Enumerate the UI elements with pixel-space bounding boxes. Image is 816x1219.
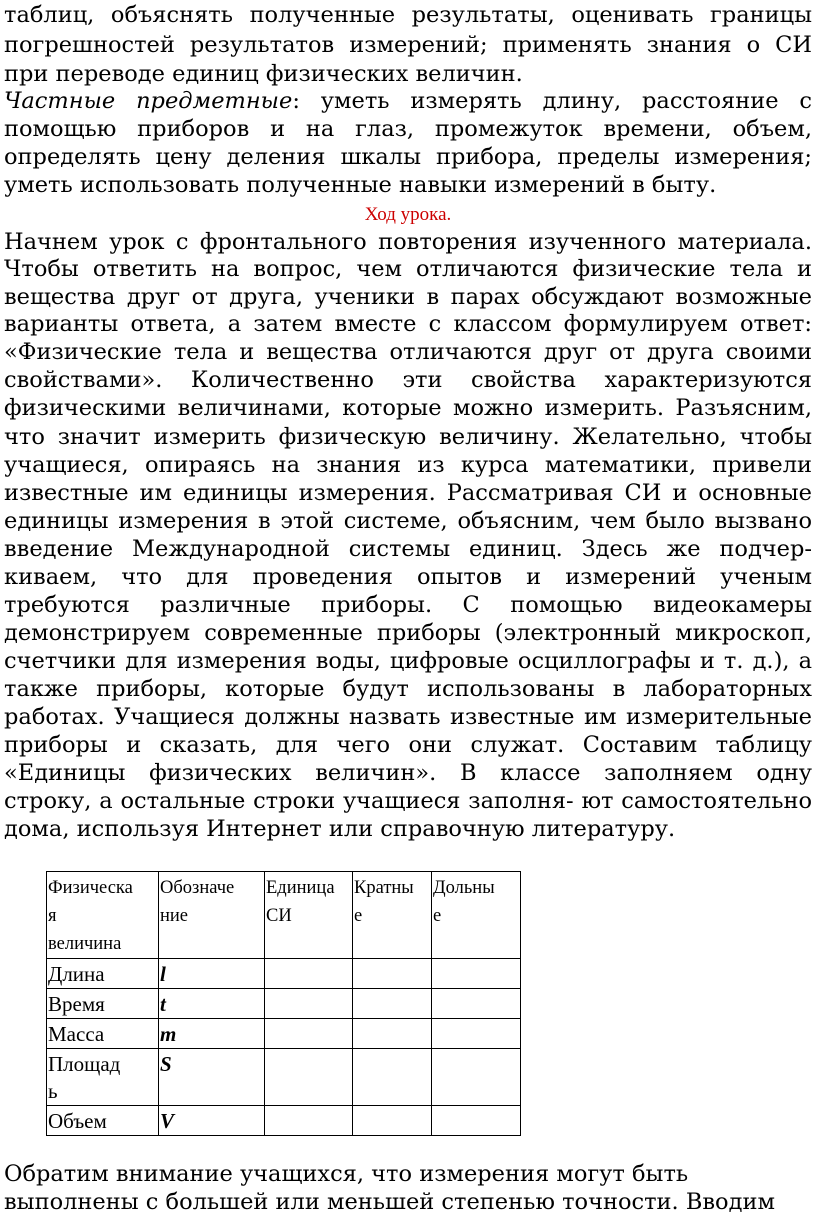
text-line: уметь использовать полученные навыки измерений в быту.: [4, 172, 717, 198]
cell-symbol: l: [159, 959, 265, 989]
cell-empty: [353, 989, 432, 1019]
cell-empty: [353, 1106, 432, 1136]
text-line: выполнены с большей или меньшей степенью точности. Вводим: [4, 1189, 775, 1215]
text-line: варианты ответа, а затем вместе с классом формулируем ответ:: [4, 311, 812, 337]
cell-empty: [432, 1019, 521, 1049]
text-line: строку, а остальные строки учащиеся заполня- ют самостоятельно: [4, 788, 812, 814]
cell-empty: [353, 959, 432, 989]
cell-quantity: Площад ь: [47, 1049, 159, 1106]
subject-line: [4, 88, 812, 115]
cell-symbol: V: [159, 1106, 265, 1136]
header-submultiples: Дольны е: [432, 872, 521, 959]
cell-quantity: Время: [47, 989, 159, 1019]
cell-empty: [265, 959, 353, 989]
text-line: определять цену деления шкалы прибора, пределы измерения;: [4, 144, 812, 170]
text-line: также приборы, которые будут использованы в лабораторных: [4, 676, 812, 702]
cell-empty: [265, 1106, 353, 1136]
table-row: [47, 989, 521, 1019]
text-line: единицы измерения в этой системе, объясним, чем было вызвано: [4, 508, 812, 534]
text-line: работах. Учащиеся должны назвать известные им измерительные: [4, 704, 812, 730]
text-line: киваем, что для проведения опытов и измерений ученым: [4, 564, 812, 590]
table-row: [47, 1049, 521, 1106]
cell-empty: [265, 1049, 353, 1106]
text-line: приборы и сказать, для чего они служат. Составим таблицу: [4, 732, 812, 758]
cell-symbol: m: [159, 1019, 265, 1049]
text-line: погрешностей результатов измерений; применять знания о СИ: [4, 32, 812, 58]
cell-quantity: Масса: [47, 1019, 159, 1049]
cell-empty: [265, 989, 353, 1019]
text-line: физическими величинами, которые можно измерить. Разъясним,: [4, 395, 812, 421]
cell-quantity: Объем: [47, 1106, 159, 1136]
cell-empty: [432, 1106, 521, 1136]
header-quantity: Физическа я величина: [47, 872, 159, 959]
text-line: что значит измерить физическую величину. Желательно, чтобы: [4, 424, 812, 450]
units-table: [46, 871, 521, 1136]
header-si-unit: Единица СИ: [265, 872, 353, 959]
text-line: «Единицы физических величин». В классе заполняем одну: [4, 760, 812, 786]
text-line: требуются различные приборы. С помощью видеокамеры: [4, 592, 812, 618]
text-line: счетчики для измерения воды, цифровые осциллографы и т. д.), а: [4, 648, 812, 674]
cell-empty: [353, 1019, 432, 1049]
cell-symbol: t: [159, 989, 265, 1019]
cell-empty: [432, 1049, 521, 1106]
text-line: при переводе единиц физических величин.: [4, 61, 523, 87]
cell-symbol: S: [159, 1049, 265, 1106]
text-line: Чтобы ответить на вопрос, чем отличаются физические тела и: [4, 256, 812, 282]
cell-empty: [432, 989, 521, 1019]
text-line: демонстрируем современные приборы (электронный микроскоп,: [4, 620, 812, 646]
table-row: [47, 1019, 521, 1049]
text-line: Обратим внимание учащихся, что измерения могут быть: [4, 1161, 689, 1187]
subject-label: Частные предметные: [4, 88, 293, 114]
text-line: введение Международной системы единиц. Здесь же подчер-: [4, 536, 812, 562]
subject-text: : уметь измерять длину, расстояние с: [292, 88, 813, 114]
text-line: известные им единицы измерения. Рассматривая СИ и основные: [4, 480, 812, 506]
text-line: Начнем урок с фронтального повторения изученного материала.: [4, 229, 812, 255]
text-line: таблиц, объяснять полученные результаты, оценивать границы: [4, 2, 812, 28]
text-line: дома, используя Интернет или справочную литературу.: [4, 816, 676, 842]
text-line: «Физические тела и вещества отличаются друг от друга своими: [4, 339, 812, 365]
table-row: [47, 1106, 521, 1136]
text-line: учащиеся, опираясь на знания из курса математики, привели: [4, 452, 812, 478]
table-row: [47, 959, 521, 989]
section-heading: Ход урока.: [364, 204, 452, 225]
cell-empty: [432, 959, 521, 989]
cell-empty: [353, 1049, 432, 1106]
table-header-row: [47, 872, 521, 959]
text-line: помощью приборов и на глаз, промежуток времени, объем,: [4, 116, 812, 142]
header-multiples: Кратны е: [353, 872, 432, 959]
text-line: вещества друг от друга, ученики в парах обсуждают возможные: [4, 284, 812, 310]
header-symbol: Обозначе ние: [159, 872, 265, 959]
cell-quantity: Длина: [47, 959, 159, 989]
cell-empty: [265, 1019, 353, 1049]
text-line: свойствами». Количественно эти свойства характеризуются: [4, 367, 812, 393]
